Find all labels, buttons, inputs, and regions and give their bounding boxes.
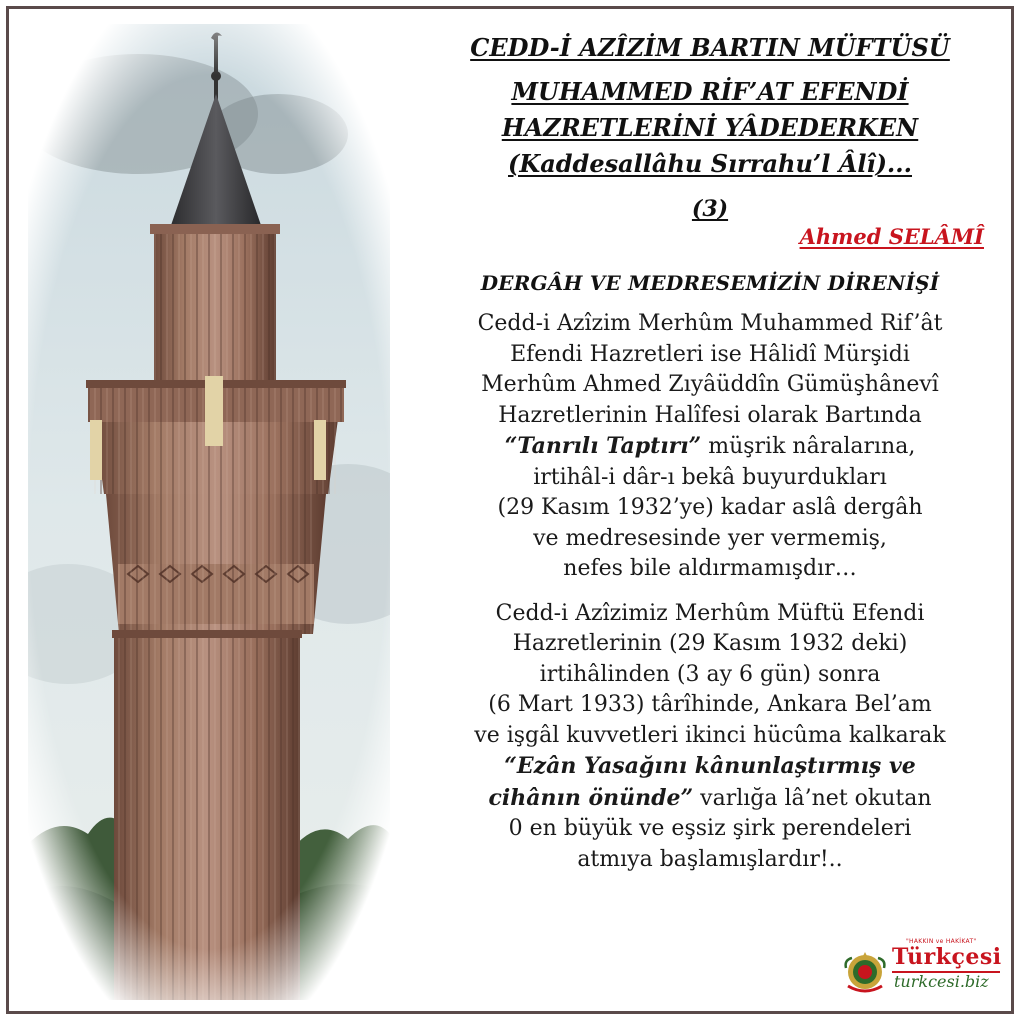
- paragraph-line: (29 Kasım 1932’ye) kadar aslâ dergâh: [497, 495, 923, 520]
- paragraph-line: ve medresesinde yer vermemiş,: [533, 525, 887, 551]
- paragraph-line: Merhûm Ahmed Zıyâüddîn Gümüşhânevî: [481, 372, 939, 397]
- title-line-3: HAZRETLERİNİ YÂDEDERKEN: [501, 113, 919, 142]
- paragraph-line: [420, 751, 1000, 783]
- paragraph-line: “Tanrılı Taptırı” müşrik nâralarına,: [504, 433, 916, 459]
- emphasis-quote: “Ezân Yasağını kânunlaştırmış ve: [504, 753, 916, 779]
- paragraph-line: (6 Mart 1933) târîhinde, Ankara Bel’am: [488, 692, 932, 717]
- paragraph-line: nefes bile aldırmamışdır…: [563, 556, 857, 581]
- paragraph-line: Efendi Hazretleri ise Hâlidî Mürşidi: [510, 341, 910, 367]
- paragraph-1: [420, 309, 1000, 585]
- paragraph-2: [420, 599, 1000, 876]
- paragraph-line: atmıya başlamışlardır!..: [577, 846, 843, 872]
- article-title: [420, 30, 1000, 182]
- minaret-photo: [28, 24, 390, 1000]
- paragraph-line: irtihâlinden (3 ay 6 gün) sonra: [539, 661, 881, 687]
- ottoman-emblem-icon: [842, 948, 888, 994]
- section-heading: DERGÂH VE MEDRESEMİZİN DİRENİŞİ: [480, 271, 940, 295]
- title-line-1: CEDD-İ AZÎZİM BARTIN MÜFTÜSÜ: [470, 33, 950, 62]
- paragraph-line: Hazretlerinin (29 Kasım 1932 deki): [512, 631, 908, 656]
- author-name: Ahmed SELÂMÎ: [799, 224, 984, 249]
- paragraph-line: Hazretlerinin Halîfesi olarak Bartında: [498, 402, 922, 428]
- site-logo[interactable]: [840, 938, 1002, 1000]
- paragraph-line: Cedd-i Azîzimiz Merhûm Müftü Efendi: [495, 600, 925, 626]
- logo-brand: Türkçesi: [892, 944, 1002, 970]
- title-line-2: MUHAMMED RİF’AT EFENDİ: [511, 77, 909, 106]
- paragraph-line: 0 en büyük ve eşsiz şirk perendeleri: [508, 816, 912, 841]
- paragraph-line: cihânın önünde” varlığa lâ’net okutan: [488, 784, 932, 811]
- paragraph-line: ve işgâl kuvvetleri ikinci hücûma kalkarak: [474, 722, 946, 748]
- emphasis-quote: cihânın önünde”: [488, 784, 694, 811]
- paragraph-line: irtihâl-i dâr-ı bekâ buyurdukları: [533, 464, 887, 490]
- part-number: (3): [691, 196, 729, 222]
- article-text: [420, 30, 1000, 875]
- logo-tagline: "HAKKIN ve HAKİKAT": [906, 938, 977, 945]
- title-line-4: (Kaddesallâhu Sırrahu’l Âlî)...: [508, 149, 912, 178]
- logo-site-url[interactable]: turkcesi.biz: [894, 972, 989, 991]
- paragraph-line: Cedd-i Azîzim Merhûm Muhammed Rif’ât: [477, 311, 943, 336]
- emphasis-quote: “Tanrılı Taptırı”: [504, 433, 702, 459]
